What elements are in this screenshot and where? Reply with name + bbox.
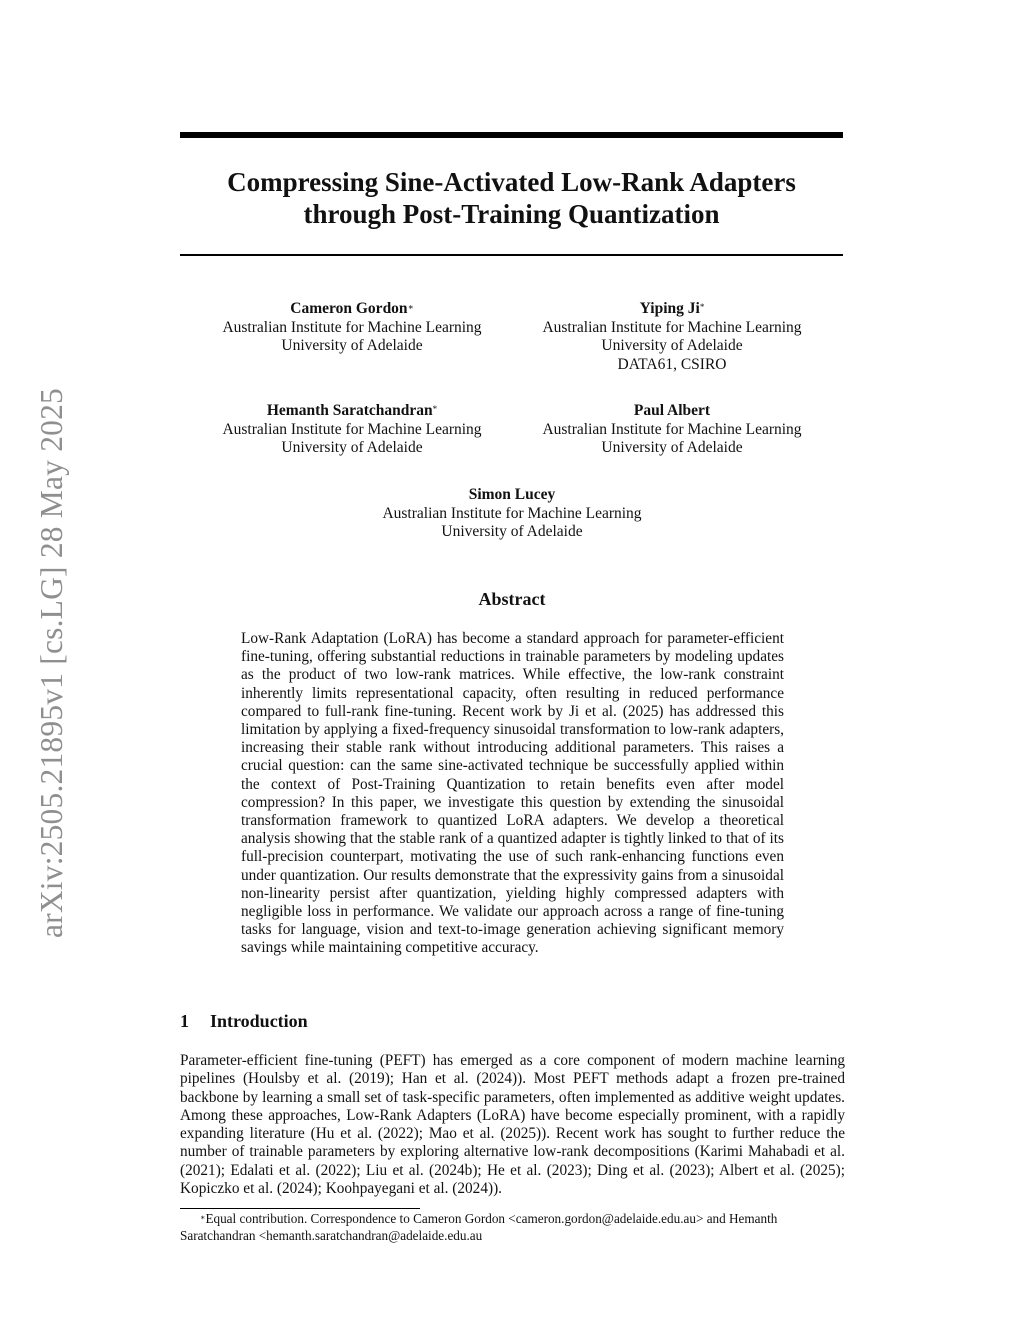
author-mark: *: [432, 404, 438, 414]
author-block-hemanth-saratchandran: [202, 402, 502, 458]
title-line-2: through Post-Training Quantization: [303, 199, 720, 229]
author-affiliation: University of Adelaide: [281, 439, 423, 456]
author-block-paul-albert: [522, 402, 822, 458]
title-line-1: Compressing Sine-Activated Low-Rank Adapters: [227, 167, 796, 197]
author-block-simon-lucey: [362, 486, 662, 542]
author-affiliation: Australian Institute for Machine Learning: [222, 420, 482, 438]
section-number: 1: [180, 1011, 189, 1031]
section-title: Introduction: [210, 1011, 308, 1031]
author-affiliation: Australian Institute for Machine Learning: [542, 318, 802, 336]
author-affiliation: University of Adelaide: [281, 337, 423, 354]
abstract-text: Low-Rank Adaptation (LoRA) has become a standard approach for parameter-efficient fine-tuning, offering substantial reductions in trainable parameters by modeling updates as the product of two low-rank matrices. While effective, the low-rank constraint inherently limits representational capacity, often resulting in reduced performance compared to full-rank fine-tuning. Recent work by Ji et al. (2025) has addressed this limitation by applying a fixed-frequency sinusoidal transformation to low-rank adapters, increasing their stable rank without introducing additional parameters. This raises a crucial question: can the same sine-activated technique be successfully applied within the context of Post-Training Quantization to retain benefits even after model compression? In this paper, we investigate this question by extending the sinusoidal transformation framework to quantized LoRA adapters. We develop a theoretical analysis showing that the stable rank of a quantized adapter is tightly linked to that of its full-precision counterpart, motivating the use of such rank-enhancing functions even under quantization. Our results demonstrate that the expressivity gains from a sinusoidal non-linearity persist after quantization, yielding highly compressed adapters with negligible loss in performance. We validate our approach across a range of fine-tuning tasks for language, vision and text-to-image generation achieving significant memory savings while maintaining competitive accuracy.: [241, 630, 784, 957]
author-affiliation: Australian Institute for Machine Learning: [222, 318, 482, 336]
author-block-yiping-ji: [522, 300, 822, 374]
author-name: Yiping Ji: [639, 300, 700, 317]
footnote-rule: [180, 1208, 420, 1209]
footnote-line-1: [180, 1211, 845, 1228]
introduction-paragraph: Parameter-efficient fine-tuning (PEFT) has emerged as a core component of modern machine learning pipelines (Houlsby et al. (2019); Han et al. (2024)). Most PEFT methods adapt a frozen pre-trained backbone by learning a small set of task-specific parameters, often implemented as additive weight updates. Among these approaches, Low-Rank Adapters (LoRA) have become especially prominent, with a rapidly expanding literature (Hu et al. (2022); Mao et al. (2025)). Recent work has sought to further reduce the number of trainable parameters by exploring alternative low-rank decompositions (Karimi Mahabadi et al. (2021); Edalati et al. (2022); Liu et al. (2024b); He et al. (2023); Ding et al. (2023); Albert et al. (2025); Kopiczko et al. (2024); Koohpayegani et al. (2024)).: [180, 1052, 845, 1198]
author-affiliation: Australian Institute for Machine Learning: [542, 420, 802, 438]
paper-title: [160, 166, 863, 230]
author-affiliation: University of Adelaide: [601, 439, 743, 456]
author-name: Cameron Gordon: [290, 300, 408, 317]
arxiv-identifier-stamp: arXiv:2505.21895v1 [cs.LG] 28 May 2025: [34, 387, 69, 939]
title-top-rule: [180, 132, 843, 138]
abstract-heading: Abstract: [478, 589, 546, 609]
author-name: Hemanth Saratchandran: [266, 402, 433, 419]
footnote: [180, 1211, 845, 1244]
author-block-cameron-gordon: [202, 300, 502, 356]
footnote-text: Equal contribution. Correspondence to Cameron Gordon <cameron.gordon@adelaide.edu.au> and Hemanth: [205, 1211, 778, 1226]
author-mark: *: [699, 302, 705, 312]
author-affiliation: Australian Institute for Machine Learning: [382, 504, 642, 522]
section-heading-introduction: [180, 1011, 308, 1032]
author-mark: ∗: [407, 302, 414, 312]
author-name: Paul Albert: [633, 402, 711, 419]
footnote-line-2: Saratchandran <hemanth.saratchandran@adelaide.edu.au: [180, 1227, 483, 1243]
footnote-mark: ∗: [200, 1213, 206, 1222]
author-name: Simon Lucey: [468, 486, 556, 503]
title-bottom-rule: [180, 254, 843, 256]
author-affiliation: DATA61, CSIRO: [617, 355, 727, 373]
author-affiliation: University of Adelaide: [601, 337, 743, 354]
author-affiliation: University of Adelaide: [441, 523, 583, 540]
